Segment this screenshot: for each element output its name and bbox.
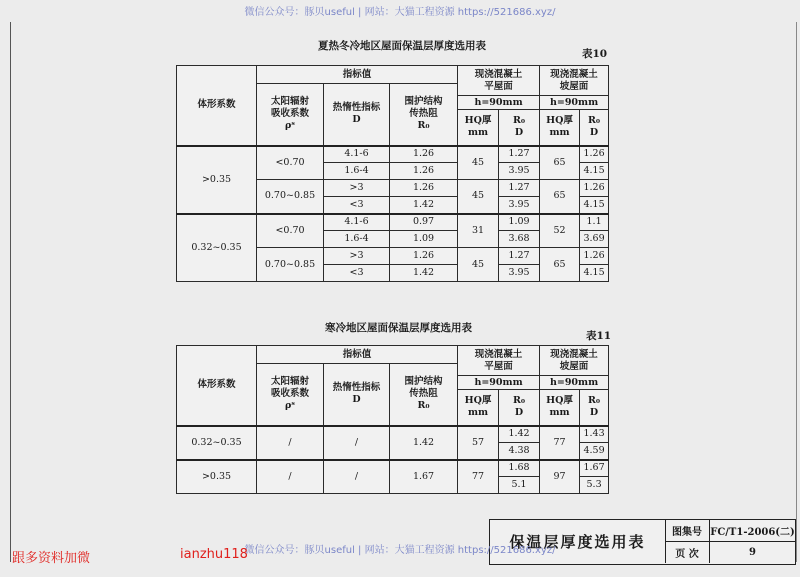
atlas-value: FC/T1-2006(二): [710, 520, 795, 542]
watermark-bottom: 微信公众号：豚贝useful | 网站：大猫工程资源 https://521686.xyz/: [244, 545, 556, 556]
t10-r-slope-cell: 1.26: [580, 180, 609, 197]
t10-d-slope-cell: 4.15: [580, 163, 609, 180]
t11-r-flat-cell: 1.42: [499, 426, 540, 443]
t10-d-flat-cell: 3.95: [499, 265, 540, 282]
t10-solar-cell: <0.70: [257, 146, 324, 180]
t10-resistance-cell: 1.42: [390, 265, 458, 282]
t11-d-flat-cell: 4.38: [499, 443, 540, 460]
t10-shape-group2: 0.32~0.35: [177, 214, 257, 282]
t10-resistance-cell: 1.26: [390, 163, 458, 180]
t10-r-flat-header: R₀: [513, 115, 526, 127]
t10-shape-coef-header: 体形系数: [177, 66, 257, 146]
t10-solar-cell: 0.70~0.85: [257, 180, 324, 214]
t11-inertia-header: 热惰性指标 D: [324, 364, 390, 426]
t11-flat-roof-header: 现浇混凝土 平屋面: [458, 346, 540, 376]
table11: [176, 345, 609, 494]
t10-d-slope-header: D: [589, 127, 599, 139]
t11-solar-header: 太阳辐射 吸收系数 ρˢ: [257, 364, 324, 426]
t10-d-flat-header: D: [514, 127, 524, 139]
t10-solar-cell: <0.70: [257, 214, 324, 248]
t10-hq-flat-cell: 45: [458, 248, 499, 282]
t11-slope-roof-header: 现浇混凝土 坡屋面: [540, 346, 609, 376]
t11-hq-slope-header: HQ厚 mm: [540, 390, 580, 426]
t11-shape-coef-header: 体形系数: [177, 346, 257, 426]
t10-hq-slope-header: HQ厚 mm: [540, 110, 580, 146]
t10-hq-slope-cell: 65: [540, 180, 580, 214]
t10-inertia-cell: <3: [324, 265, 390, 282]
t10-solar-cell: 0.70~0.85: [257, 248, 324, 282]
table11-number: 表11: [586, 330, 612, 342]
t10-resistance-header: 围护结构 传热阻 R₀: [390, 84, 458, 146]
t10-inertia-cell: 1.6-4: [324, 163, 390, 180]
t10-inertia-header: 热惰性指标 D: [324, 84, 390, 146]
t10-rd-slope-header: [580, 110, 609, 146]
t11-d-slope-header: D: [589, 407, 599, 419]
t10-r-flat-cell: 1.27: [499, 248, 540, 265]
t10-hq-slope-cell: 65: [540, 248, 580, 282]
t11-shape-cell: 0.32~0.35: [177, 426, 257, 460]
t10-resistance-cell: 1.26: [390, 180, 458, 197]
atlas-label: 图集号: [665, 520, 710, 542]
page-value: 9: [749, 547, 756, 558]
t10-r-slope-cell: 1.26: [580, 248, 609, 265]
t11-shape-cell: >0.35: [177, 460, 257, 494]
t10-inertia-cell: >3: [324, 248, 390, 265]
t10-hq-flat-cell: 45: [458, 180, 499, 214]
t10-r-slope-cell: 1.26: [580, 146, 609, 163]
table10-caption: 夏热冬冷地区屋面保温层厚度选用表: [318, 40, 486, 52]
t10-resistance-cell: 1.26: [390, 146, 458, 163]
t11-resistance-cell: 1.67: [390, 460, 458, 494]
t10-h-flat: h=90mm: [458, 96, 540, 110]
t10-d-flat-cell: 3.95: [499, 197, 540, 214]
t11-d-flat-header: D: [514, 407, 524, 419]
t11-resistance-cell: 1.42: [390, 426, 458, 460]
watermark-top: 微信公众号：豚贝useful | 网站：大猫工程资源 https://521686.xyz/: [244, 7, 556, 18]
promo-right-text: ianzhu118: [180, 547, 248, 562]
t10-hq-flat-header: HQ厚 mm: [458, 110, 499, 146]
t10-rd-flat-header: [499, 110, 540, 146]
table10-number: 表10: [582, 48, 608, 60]
t11-r-slope-cell: 1.43: [580, 426, 609, 443]
t10-r-flat-cell: 1.27: [499, 180, 540, 197]
t10-d-slope-cell: 4.15: [580, 265, 609, 282]
t11-hq-flat-cell: 77: [458, 460, 499, 494]
t11-d-slope-cell: 4.59: [580, 443, 609, 460]
t10-resistance-cell: 1.42: [390, 197, 458, 214]
t11-h-flat: h=90mm: [458, 376, 540, 390]
t10-r-flat-cell: 1.27: [499, 146, 540, 163]
t11-hq-slope-cell: 77: [540, 426, 580, 460]
t11-resistance-header: 围护结构 传热阻 R₀: [390, 364, 458, 426]
t10-d-flat-cell: 3.95: [499, 163, 540, 180]
t11-r-flat-header: R₀: [513, 395, 526, 407]
t11-index-value-header: 指标值: [257, 346, 458, 364]
t10-inertia-cell: 1.6-4: [324, 231, 390, 248]
t10-resistance-cell: 1.09: [390, 231, 458, 248]
t10-r-slope-header: R₀: [588, 115, 601, 127]
t11-inertia-cell: /: [324, 426, 390, 460]
t10-shape-group1: >0.35: [177, 146, 257, 214]
t10-h-slope: h=90mm: [540, 96, 609, 110]
table11-caption: 寒冷地区屋面保温层厚度选用表: [325, 322, 472, 334]
table10: [176, 65, 609, 282]
t11-inertia-cell: /: [324, 460, 390, 494]
t11-r-slope-header: R₀: [588, 395, 601, 407]
t11-rd-slope-header: [580, 390, 609, 426]
t11-rd-flat-header: [499, 390, 540, 426]
frame-left-border: [10, 22, 11, 562]
frame-right-border: [796, 22, 797, 562]
t11-d-slope-cell: 5.3: [580, 477, 609, 494]
t11-r-slope-cell: 1.67: [580, 460, 609, 477]
t11-d-flat-cell: 5.1: [499, 477, 540, 494]
t10-resistance-cell: 1.26: [390, 248, 458, 265]
t11-solar-cell: /: [257, 460, 324, 494]
t11-solar-cell: /: [257, 426, 324, 460]
t10-hq-slope-cell: 52: [540, 214, 580, 248]
t11-r-flat-cell: 1.68: [499, 460, 540, 477]
t10-inertia-cell: <3: [324, 197, 390, 214]
t10-inertia-cell: 4.1-6: [324, 146, 390, 163]
t10-flat-roof-header: 现浇混凝土 平屋面: [458, 66, 540, 96]
t10-r-slope-cell: 1.1: [580, 214, 609, 231]
t10-hq-flat-cell: 45: [458, 146, 499, 180]
t10-d-flat-cell: 3.68: [499, 231, 540, 248]
title-block-title: 保温层厚度选用表: [490, 520, 666, 563]
t10-hq-flat-cell: 31: [458, 214, 499, 248]
t10-slope-roof-header: 现浇混凝土 坡屋面: [540, 66, 609, 96]
page-label: 页 次: [665, 542, 710, 563]
t10-inertia-cell: >3: [324, 180, 390, 197]
t10-resistance-cell: 0.97: [390, 214, 458, 231]
t10-solar-header: 太阳辐射 吸收系数 ρˢ: [257, 84, 324, 146]
promo-left-text: 跟多资料加微: [12, 551, 91, 566]
t10-d-slope-cell: 4.15: [580, 197, 609, 214]
t11-hq-flat-cell: 57: [458, 426, 499, 460]
t10-inertia-cell: 4.1-6: [324, 214, 390, 231]
t11-hq-slope-cell: 97: [540, 460, 580, 494]
t10-d-slope-cell: 3.69: [580, 231, 609, 248]
t11-hq-flat-header: HQ厚 mm: [458, 390, 499, 426]
t10-hq-slope-cell: 65: [540, 146, 580, 180]
t10-index-value-header: 指标值: [257, 66, 458, 84]
t11-h-slope: h=90mm: [540, 376, 609, 390]
t10-r-flat-cell: 1.09: [499, 214, 540, 231]
